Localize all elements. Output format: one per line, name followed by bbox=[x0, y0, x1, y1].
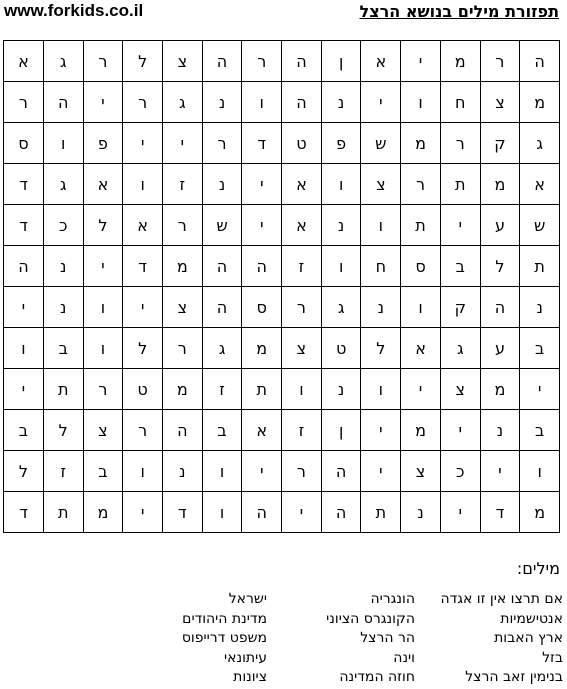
grid-cell[interactable]: נ bbox=[480, 410, 520, 451]
grid-cell[interactable]: ל bbox=[43, 410, 83, 451]
grid-cell[interactable]: ב bbox=[83, 451, 123, 492]
grid-cell[interactable]: מ bbox=[83, 492, 123, 533]
word-item: מדינת היהודים bbox=[182, 610, 267, 627]
grid-cell[interactable]: י bbox=[401, 369, 441, 410]
grid-cell[interactable]: ו bbox=[83, 328, 123, 369]
word-item: ציונות bbox=[233, 669, 267, 685]
grid-cell[interactable]: ג bbox=[321, 287, 361, 328]
grid-cell[interactable]: א bbox=[520, 164, 560, 205]
grid-cell[interactable]: י bbox=[162, 123, 202, 164]
grid-cell[interactable]: ת bbox=[361, 492, 401, 533]
grid-cell[interactable]: ל bbox=[83, 205, 123, 246]
grid-row bbox=[4, 164, 560, 205]
page-title: תפזורת מילים בנושא הרצל bbox=[359, 2, 559, 21]
site-url[interactable]: www.forkids.co.il bbox=[4, 1, 144, 20]
grid-cell[interactable]: ד bbox=[4, 205, 44, 246]
grid-cell[interactable]: א bbox=[361, 41, 401, 82]
grid-cell[interactable]: ב bbox=[4, 410, 44, 451]
grid-cell[interactable]: ה bbox=[162, 410, 202, 451]
grid-cell[interactable]: י bbox=[361, 410, 401, 451]
word-search-grid bbox=[3, 40, 560, 533]
grid-cell[interactable]: ד bbox=[242, 123, 282, 164]
grid-cell[interactable]: ר bbox=[162, 328, 202, 369]
grid-cell[interactable]: נ bbox=[202, 164, 242, 205]
grid-cell[interactable]: נ bbox=[520, 287, 560, 328]
grid-cell[interactable]: א bbox=[83, 164, 123, 205]
grid-cell[interactable]: נ bbox=[43, 246, 83, 287]
word-item: בנימין זאב הרצל bbox=[465, 669, 563, 685]
grid-cell[interactable]: א bbox=[282, 164, 322, 205]
grid-cell[interactable]: ד bbox=[123, 246, 163, 287]
grid-cell[interactable]: ק bbox=[480, 123, 520, 164]
grid-cell[interactable]: ש bbox=[361, 123, 401, 164]
grid-cell[interactable]: ר bbox=[282, 451, 322, 492]
grid-cell[interactable]: ו bbox=[401, 82, 441, 123]
grid-cell[interactable]: נ bbox=[321, 369, 361, 410]
grid-cell[interactable]: ג bbox=[43, 41, 83, 82]
grid-cell[interactable]: י bbox=[361, 82, 401, 123]
grid-cell[interactable]: ה bbox=[4, 246, 44, 287]
grid-cell[interactable]: ה bbox=[202, 41, 242, 82]
grid-cell[interactable]: ה bbox=[282, 41, 322, 82]
grid-cell[interactable]: ט bbox=[321, 328, 361, 369]
grid-cell[interactable]: ת bbox=[43, 369, 83, 410]
grid-cell[interactable]: ל bbox=[123, 41, 163, 82]
grid-cell[interactable]: מ bbox=[162, 369, 202, 410]
grid-cell[interactable]: ח bbox=[361, 246, 401, 287]
grid-cell[interactable]: י bbox=[83, 246, 123, 287]
grid-cell[interactable]: ו bbox=[242, 82, 282, 123]
grid-cell[interactable]: ר bbox=[123, 410, 163, 451]
grid-cell[interactable]: ט bbox=[123, 369, 163, 410]
grid-cell[interactable]: ה bbox=[282, 82, 322, 123]
grid-cell[interactable]: י bbox=[440, 205, 480, 246]
grid-cell[interactable]: נ bbox=[401, 492, 441, 533]
grid-row bbox=[4, 328, 560, 369]
grid-cell[interactable]: נ bbox=[321, 205, 361, 246]
grid-cell[interactable]: י bbox=[242, 451, 282, 492]
grid-cell[interactable]: ג bbox=[520, 123, 560, 164]
grid-cell[interactable]: מ bbox=[401, 410, 441, 451]
grid-cell[interactable]: צ bbox=[361, 164, 401, 205]
grid-cell[interactable]: צ bbox=[282, 328, 322, 369]
grid-row bbox=[4, 492, 560, 533]
grid-cell[interactable]: ז bbox=[282, 246, 322, 287]
grid-cell[interactable]: ש bbox=[202, 205, 242, 246]
grid-cell[interactable]: מ bbox=[520, 82, 560, 123]
words-heading: מילים: bbox=[516, 559, 560, 578]
grid-cell[interactable]: ה bbox=[242, 492, 282, 533]
word-item: בזל bbox=[542, 649, 563, 666]
word-item: ישראל bbox=[228, 591, 267, 607]
grid-cell[interactable]: ק bbox=[440, 287, 480, 328]
grid-cell[interactable]: ג bbox=[162, 82, 202, 123]
grid-cell[interactable]: פ bbox=[321, 123, 361, 164]
grid-cell[interactable]: ן bbox=[321, 410, 361, 451]
grid-row bbox=[4, 41, 560, 82]
grid-cell[interactable]: ע bbox=[480, 328, 520, 369]
grid-cell[interactable]: ר bbox=[242, 41, 282, 82]
word-item: הר הרצל bbox=[360, 630, 415, 646]
word-item: הונגריה bbox=[370, 591, 415, 607]
grid-cell[interactable]: ס bbox=[401, 246, 441, 287]
word-item: חוזה המדינה bbox=[339, 669, 415, 685]
grid-cell[interactable]: ר bbox=[440, 123, 480, 164]
word-item: אם תרצו אין זו אגדה bbox=[440, 591, 563, 607]
grid-cell[interactable]: ל bbox=[4, 451, 44, 492]
grid-cell[interactable]: ח bbox=[440, 82, 480, 123]
grid-cell[interactable]: י bbox=[242, 164, 282, 205]
grid-cell[interactable]: ד bbox=[162, 492, 202, 533]
grid-cell[interactable]: מ bbox=[440, 41, 480, 82]
grid-cell[interactable]: מ bbox=[480, 164, 520, 205]
grid-cell[interactable]: י bbox=[123, 123, 163, 164]
grid-cell[interactable]: ו bbox=[43, 123, 83, 164]
grid-cell[interactable]: א bbox=[4, 41, 44, 82]
grid-row bbox=[4, 410, 560, 451]
grid-cell[interactable]: ר bbox=[162, 205, 202, 246]
grid-cell[interactable]: ב bbox=[202, 410, 242, 451]
grid-cell[interactable]: צ bbox=[480, 82, 520, 123]
grid-cell[interactable]: ג bbox=[43, 164, 83, 205]
grid-cell[interactable]: ג bbox=[202, 328, 242, 369]
grid-cell[interactable]: ע bbox=[480, 205, 520, 246]
grid-cell[interactable]: י bbox=[242, 205, 282, 246]
grid-cell[interactable]: ל bbox=[123, 328, 163, 369]
grid-cell[interactable]: ל bbox=[361, 328, 401, 369]
grid-cell[interactable]: ה bbox=[321, 451, 361, 492]
grid-cell[interactable]: ז bbox=[162, 164, 202, 205]
grid-cell[interactable]: י bbox=[83, 82, 123, 123]
grid-cell[interactable]: מ bbox=[520, 492, 560, 533]
grid-cell[interactable]: ב bbox=[440, 246, 480, 287]
grid-cell[interactable]: ז bbox=[202, 369, 242, 410]
grid-cell[interactable]: ז bbox=[282, 410, 322, 451]
grid-cell[interactable]: י bbox=[123, 492, 163, 533]
grid-cell[interactable]: ן bbox=[321, 41, 361, 82]
grid-cell[interactable]: ת bbox=[440, 164, 480, 205]
grid-cell[interactable]: ר bbox=[83, 41, 123, 82]
grid-cell[interactable]: ר bbox=[202, 123, 242, 164]
grid-cell[interactable]: י bbox=[401, 41, 441, 82]
grid-cell[interactable]: ת bbox=[401, 205, 441, 246]
grid-cell[interactable]: ו bbox=[83, 287, 123, 328]
grid-cell[interactable]: צ bbox=[162, 41, 202, 82]
grid-cell[interactable]: ה bbox=[202, 287, 242, 328]
grid-cell[interactable]: נ bbox=[162, 451, 202, 492]
grid-cell[interactable]: צ bbox=[440, 369, 480, 410]
word-item: וינה bbox=[393, 649, 415, 666]
grid-cell[interactable]: י bbox=[361, 451, 401, 492]
word-item: הקונגרס הציוני bbox=[326, 610, 415, 627]
grid-cell[interactable]: ה bbox=[202, 246, 242, 287]
grid-cell[interactable]: ב bbox=[520, 328, 560, 369]
grid-cell[interactable]: ג bbox=[440, 328, 480, 369]
grid-cell[interactable]: ו bbox=[361, 369, 401, 410]
grid-cell[interactable]: ל bbox=[480, 246, 520, 287]
grid-cell[interactable]: ס bbox=[4, 123, 44, 164]
grid-cell[interactable]: ט bbox=[282, 123, 322, 164]
grid-cell[interactable]: פ bbox=[83, 123, 123, 164]
word-item: משפט דרייפוס bbox=[181, 630, 267, 646]
grid-cell[interactable]: ד bbox=[4, 492, 44, 533]
grid-cell[interactable]: ה bbox=[520, 41, 560, 82]
grid-cell[interactable]: ר bbox=[83, 369, 123, 410]
grid-cell[interactable]: ו bbox=[361, 205, 401, 246]
grid-cell[interactable]: צ bbox=[83, 410, 123, 451]
grid-cell[interactable]: ה bbox=[321, 492, 361, 533]
grid-cell[interactable]: מ bbox=[162, 246, 202, 287]
grid-cell[interactable]: ז bbox=[43, 451, 83, 492]
grid-cell[interactable]: ו bbox=[321, 164, 361, 205]
grid-cell[interactable]: ב bbox=[43, 328, 83, 369]
grid-cell[interactable]: ו bbox=[4, 328, 44, 369]
grid-cell[interactable]: י bbox=[440, 492, 480, 533]
grid-cell[interactable]: ו bbox=[123, 451, 163, 492]
grid-row bbox=[4, 205, 560, 246]
grid-cell[interactable]: ו bbox=[401, 287, 441, 328]
grid-cell[interactable]: נ bbox=[321, 82, 361, 123]
word-item: אנטישמיות bbox=[500, 610, 563, 627]
grid-cell[interactable]: ו bbox=[202, 451, 242, 492]
grid-cell[interactable]: צ bbox=[401, 451, 441, 492]
word-item: עיתונאי bbox=[223, 649, 267, 666]
grid-cell[interactable]: ת bbox=[520, 246, 560, 287]
grid-cell[interactable]: נ bbox=[202, 82, 242, 123]
grid-cell[interactable]: ב bbox=[520, 410, 560, 451]
grid-row bbox=[4, 123, 560, 164]
grid-cell[interactable]: ש bbox=[520, 205, 560, 246]
grid-cell[interactable]: ו bbox=[123, 164, 163, 205]
grid-cell[interactable]: ו bbox=[202, 492, 242, 533]
grid-cell[interactable]: ד bbox=[4, 164, 44, 205]
grid-cell[interactable]: י bbox=[520, 369, 560, 410]
grid-cell[interactable]: א bbox=[123, 205, 163, 246]
grid-row bbox=[4, 287, 560, 328]
grid-cell[interactable]: א bbox=[282, 205, 322, 246]
word-item: ארץ האבות bbox=[494, 630, 563, 646]
word-list bbox=[123, 590, 563, 688]
grid-cell[interactable]: י bbox=[123, 287, 163, 328]
grid-cell[interactable]: כ bbox=[43, 205, 83, 246]
grid-cell[interactable]: י bbox=[480, 451, 520, 492]
grid-cell[interactable]: נ bbox=[43, 287, 83, 328]
grid-cell[interactable]: א bbox=[242, 410, 282, 451]
grid-cell[interactable]: א bbox=[401, 328, 441, 369]
grid-cell[interactable]: ה bbox=[480, 287, 520, 328]
grid-cell[interactable]: ו bbox=[321, 246, 361, 287]
grid-row bbox=[4, 451, 560, 492]
grid-cell[interactable]: י bbox=[4, 369, 44, 410]
grid-cell[interactable]: ר bbox=[4, 82, 44, 123]
grid-cell[interactable]: נ bbox=[361, 287, 401, 328]
grid-row bbox=[4, 246, 560, 287]
grid-cell[interactable]: כ bbox=[440, 451, 480, 492]
grid-cell[interactable]: ת bbox=[43, 492, 83, 533]
grid-cell[interactable]: ו bbox=[520, 451, 560, 492]
grid-cell[interactable]: ר bbox=[123, 82, 163, 123]
grid-row bbox=[4, 82, 560, 123]
grid-cell[interactable]: מ bbox=[242, 328, 282, 369]
grid-cell[interactable]: ר bbox=[282, 287, 322, 328]
grid-cell[interactable]: מ bbox=[480, 369, 520, 410]
grid-cell[interactable]: ו bbox=[282, 369, 322, 410]
grid-cell[interactable]: ת bbox=[242, 369, 282, 410]
grid-row bbox=[4, 369, 560, 410]
grid-cell[interactable]: מ bbox=[401, 123, 441, 164]
grid-cell[interactable]: צ bbox=[162, 287, 202, 328]
grid-cell[interactable]: ר bbox=[480, 41, 520, 82]
grid-cell[interactable]: ה bbox=[43, 82, 83, 123]
grid-cell[interactable]: י bbox=[4, 287, 44, 328]
grid-cell[interactable]: י bbox=[282, 492, 322, 533]
grid-cell[interactable]: ר bbox=[401, 164, 441, 205]
grid-cell[interactable]: ה bbox=[242, 246, 282, 287]
grid-cell[interactable]: ד bbox=[480, 492, 520, 533]
grid-cell[interactable]: י bbox=[440, 410, 480, 451]
grid-cell[interactable]: ס bbox=[242, 287, 282, 328]
